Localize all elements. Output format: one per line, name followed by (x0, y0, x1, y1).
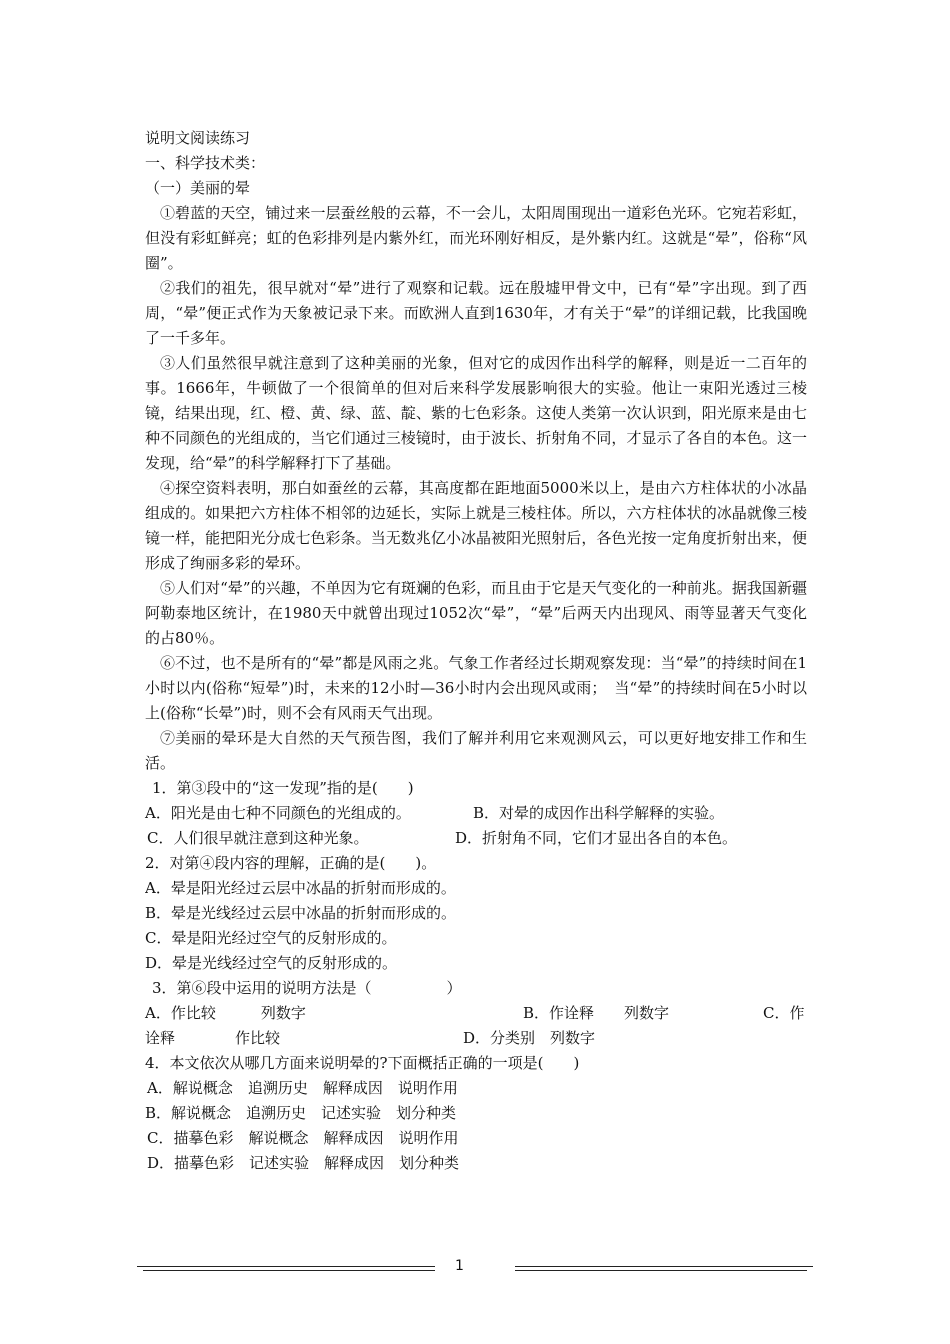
page-footer (0, 1254, 950, 1294)
paragraph-4: ④探空资料表明，那白如蚕丝的云幕，其高度都在距地面5000米以上，是由六方柱体状的小冰晶组成的。如果把六方柱体不相邻的边延长，实际上就是三棱柱体。所以，六方柱体状的冰晶就像三棱镜一样，能把阳光分成七色彩条。当无数兆亿小冰晶被阳光照射后，各色光按一定角度折射出来，便形成了绚丽多彩的晕环。 (145, 479, 807, 572)
question-3-option-c-part2: 诠释 作比较 (145, 1029, 281, 1047)
paragraph-5: ⑤人们对“晕”的兴趣，不单因为它有斑斓的色彩，而且由于它是天气变化的一种前兆。据我国新疆阿勒泰地区统计，在1980天中就曾出现过1052次“晕”，“晕”后两天内出现风、雨等显著天气变化的占80％。 (145, 579, 807, 647)
question-3-options-row-2 (145, 1026, 807, 1051)
question-3-option-d: D．分类别 列数字 (463, 1029, 596, 1047)
question-4-option-b: B．解说概念 追溯历史 记述实验 划分种类 (145, 1104, 457, 1122)
question-1-options-row-2 (145, 826, 807, 851)
question-1-option-b: B．对晕的成因作出科学解释的实验。 (473, 804, 725, 822)
footer-rule-right-top (515, 1266, 813, 1267)
document-body (145, 126, 807, 1176)
paragraph-1: ①碧蓝的天空，铺过来一层蚕丝般的云幕，不一会儿，太阳周围现出一道彩色光环。它宛若彩虹，但没有彩虹鲜亮；虹的色彩排列是内紫外红，而光环刚好相反，是外紫内红。这就是“晕”，俗称“风圈”。 (145, 204, 807, 272)
question-1-options-row-1 (145, 801, 807, 826)
question-3-option-b: B．作诠释 列数字 (523, 1004, 670, 1022)
footer-rule-left-bottom (143, 1270, 435, 1271)
question-3-options-row-1 (145, 1001, 807, 1026)
question-2-stem: 2．对第④段内容的理解，正确的是( )。 (145, 854, 437, 872)
paragraph-3: ③人们虽然很早就注意到了这种美丽的光象，但对它的成因作出科学的解释，则是近一二百年的事。1666年，牛顿做了一个很简单的但对后来科学发展影响很大的实验。他让一束阳光透过三棱镜，结果出现，红、橙、黄、绿、蓝、靛、紫的七色彩条。这使人类第一次认识到，阳光原来是由七种不同颜色的光组成的，当它们通过三棱镜时，由于波长、折射角不同，才显示了各自的本色。这一发现，给“晕”的科学解释打下了基础。 (145, 354, 807, 472)
question-1-option-a: A．阳光是由七种不同颜色的光组成的。 (145, 804, 411, 822)
question-2-option-d: D．晕是光线经过空气的反射形成的。 (145, 954, 398, 972)
question-3-stem: 3．第⑥段中运用的说明方法是（ ） (152, 979, 462, 997)
doc-title: 说明文阅读练习 (145, 129, 251, 147)
question-3-option-a: A．作比较 列数字 (145, 1004, 306, 1022)
question-4-option-d: D．描摹色彩 记述实验 解释成因 划分种类 (147, 1154, 460, 1172)
question-1-stem: 1．第③段中的“这一发现”指的是( ) (152, 779, 414, 797)
subsection-heading: （一）美丽的晕 (145, 179, 251, 197)
question-4-option-a: A．解说概念 追溯历史 解释成因 说明作用 (147, 1079, 458, 1097)
question-2-option-c: C．晕是阳光经过空气的反射形成的。 (145, 929, 397, 947)
question-4-option-c: C．描摹色彩 解说概念 解释成因 说明作用 (147, 1129, 459, 1147)
footer-rule-left-top (137, 1266, 435, 1267)
footer-rule-right-bottom (515, 1270, 807, 1271)
paragraph-6: ⑥不过，也不是所有的“晕”都是风雨之兆。气象工作者经过长期观察发现：当“晕”的持续时间在1小时以内(俗称“短晕”)时，未来的12小时—36小时内会出现风或雨； 当“晕”的持续时间在5小时以上(俗称“长晕”)时，则不会有风雨天气出现。 (145, 654, 807, 722)
question-1-option-d: D．折射角不同，它们才显出各自的本色。 (455, 829, 738, 847)
question-4-stem: 4．本文依次从哪几方面来说明晕的?下面概括正确的一项是( ) (145, 1054, 580, 1072)
question-2-option-b: B．晕是光线经过云层中冰晶的折射而形成的。 (145, 904, 457, 922)
section-heading: 一、科学技术类： (145, 154, 266, 172)
question-1-option-c: C．人们很早就注意到这种光象。 (147, 829, 369, 847)
page-number: 1 (455, 1258, 464, 1274)
paragraph-7: ⑦美丽的晕环是大自然的天气预告图，我们了解并利用它来观测风云，可以更好地安排工作和生活。 (145, 729, 807, 772)
question-2-option-a: A．晕是阳光经过云层中冰晶的折射而形成的。 (145, 879, 456, 897)
paragraph-2: ②我们的祖先，很早就对“晕”进行了观察和记载。远在殷墟甲骨文中，已有“晕”字出现。到了西周，“晕”便正式作为天象被记录下来。而欧洲人直到1630年，才有关于“晕”的详细记载，比我国晚了一千多年。 (145, 279, 807, 347)
question-3-option-c-part1: C．作 (763, 1004, 805, 1022)
